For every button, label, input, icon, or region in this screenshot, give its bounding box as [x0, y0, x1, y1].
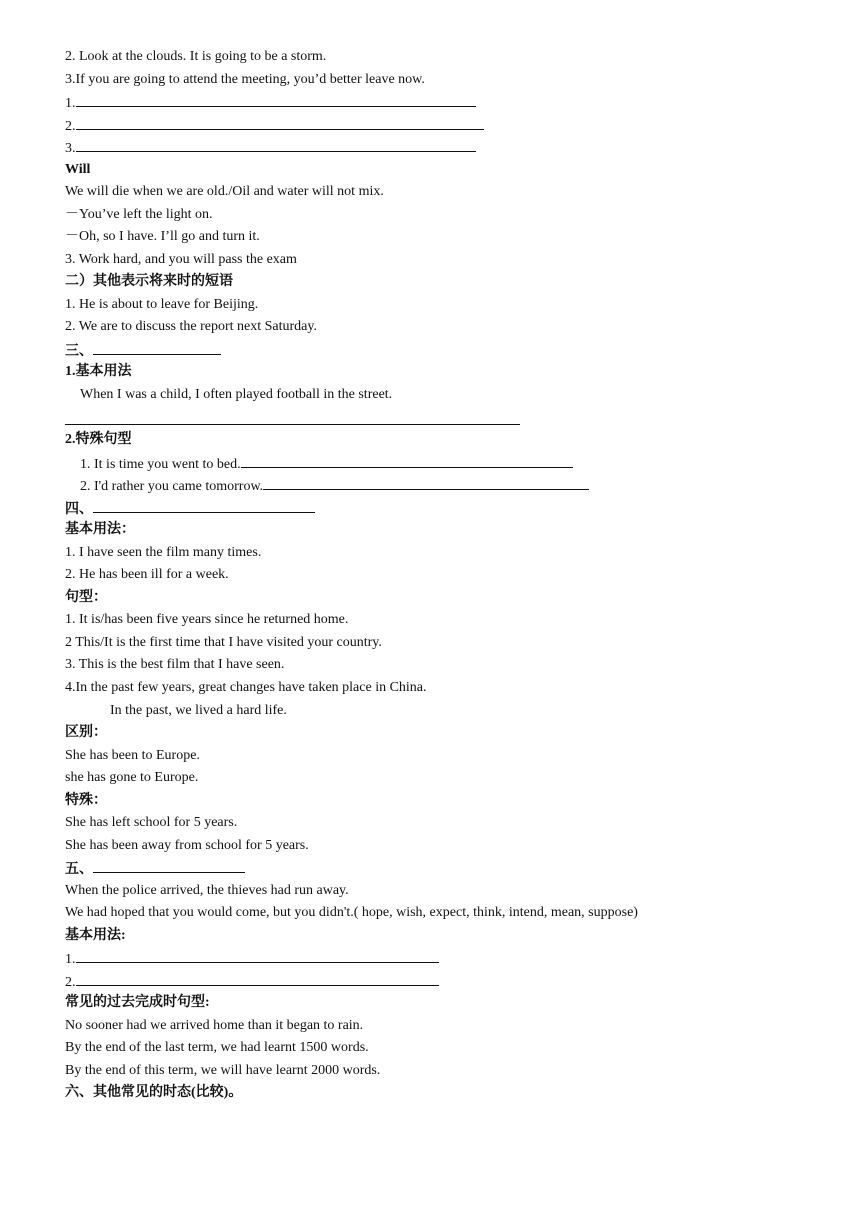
- subsection-heading: 常见的过去完成时句型:: [65, 995, 210, 1010]
- blank-answer-line: [65, 947, 439, 969]
- section-number: 四、: [65, 502, 93, 517]
- text-line: 3.If you are going to attend the meeting, you’d better leave now.: [65, 72, 425, 87]
- blank-answer-line: [65, 970, 439, 992]
- line-number: 1.: [65, 96, 76, 111]
- fill-in-blank: [76, 970, 439, 986]
- text-line: When the police arrived, the thieves had run away.: [65, 883, 349, 898]
- text-line: She has been away from school for 5 years.: [65, 838, 309, 853]
- section-heading: 二）其他表示将来时的短语: [65, 274, 233, 289]
- blank-answer-line: [80, 474, 589, 496]
- line-number: 2.: [65, 975, 76, 990]
- subsection-heading: 特殊：: [65, 793, 107, 808]
- fill-in-blank: [93, 497, 315, 513]
- sentence-text: 2. I'd rather you came tomorrow.: [80, 479, 264, 494]
- text-line: 1. I have seen the film many times.: [65, 545, 262, 560]
- subsection-heading: 区别：: [65, 725, 107, 740]
- text-line: 3. Work hard, and you will pass the exam: [65, 252, 297, 267]
- fill-in-blank: [93, 339, 221, 355]
- subsection-heading: 基本用法:: [65, 928, 126, 943]
- text-line: －You’ve left the light on.: [65, 207, 213, 222]
- text-line: By the end of this term, we will have learnt 2000 words.: [65, 1063, 381, 1078]
- text-line: We will die when we are old./Oil and water will not mix.: [65, 184, 384, 199]
- text-line: In the past, we lived a hard life.: [110, 703, 287, 718]
- text-line: We had hoped that you would come, but you didn't.( hope, wish, expect, think, intend, mean, suppose): [65, 905, 638, 920]
- text-line: When I was a child, I often played football in the street.: [80, 387, 393, 402]
- line-number: 2.: [65, 119, 76, 134]
- section-number: 五、: [65, 862, 93, 877]
- section-heading: [65, 339, 221, 361]
- fill-in-blank: [76, 136, 476, 152]
- text-line: she has gone to Europe.: [65, 770, 199, 785]
- subsection-heading: 句型：: [65, 590, 107, 605]
- subsection-heading: 2.特殊句型: [65, 432, 132, 447]
- section-heading: 六、其他常见的时态(比较)。: [65, 1085, 243, 1100]
- section-heading: [65, 497, 315, 519]
- text-line: She has been to Europe.: [65, 748, 200, 763]
- text-line: By the end of the last term, we had learnt 1500 words.: [65, 1040, 369, 1055]
- fill-in-blank: [241, 452, 573, 468]
- subsection-heading: 基本用法：: [65, 522, 135, 537]
- text-line: 2. Look at the clouds. It is going to be a storm.: [65, 49, 327, 64]
- text-line: 1. It is/has been five years since he returned home.: [65, 612, 349, 627]
- section-number: 三、: [65, 344, 93, 359]
- subsection-heading: 1.基本用法: [65, 364, 132, 379]
- answer-rule: [65, 424, 520, 425]
- fill-in-blank: [263, 474, 589, 490]
- text-line: 2. We are to discuss the report next Saturday.: [65, 319, 317, 334]
- section-heading: Will: [65, 162, 91, 177]
- blank-answer-line: [65, 91, 476, 113]
- text-line: She has left school for 5 years.: [65, 815, 238, 830]
- text-line: 3. This is the best film that I have seen.: [65, 657, 285, 672]
- fill-in-blank: [93, 857, 245, 873]
- text-line: 2 This/It is the first time that I have visited your country.: [65, 635, 382, 650]
- fill-in-blank: [76, 114, 484, 130]
- fill-in-blank: [76, 947, 439, 963]
- text-line: No sooner had we arrived home than it began to rain.: [65, 1018, 364, 1033]
- blank-answer-line: [65, 136, 476, 158]
- blank-answer-line: [80, 452, 573, 474]
- text-line: 2. He has been ill for a week.: [65, 567, 229, 582]
- text-line: －Oh, so I have. I’ll go and turn it.: [65, 229, 260, 244]
- sentence-text: 1. It is time you went to bed.: [80, 457, 241, 472]
- line-number: 1.: [65, 952, 76, 967]
- blank-answer-line: [65, 114, 484, 136]
- text-line: 1. He is about to leave for Beijing.: [65, 297, 259, 312]
- line-number: 3.: [65, 141, 76, 156]
- fill-in-blank: [76, 91, 476, 107]
- section-heading: [65, 857, 245, 879]
- text-line: 4.In the past few years, great changes have taken place in China.: [65, 680, 427, 695]
